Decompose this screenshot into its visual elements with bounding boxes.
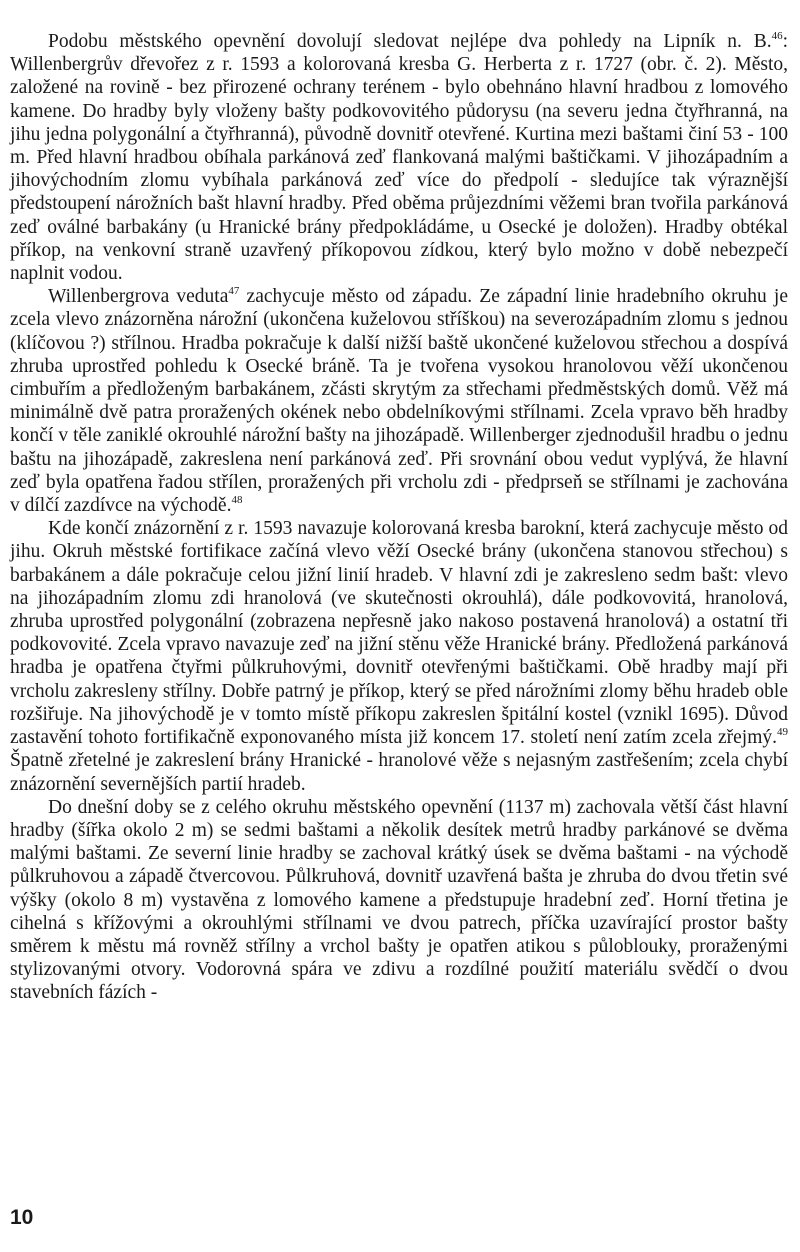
paragraph-1-text-cont: : Willenbergrův dřevořez z r. 1593 a kolorovaná kresba G. Herberta z r. 1727 (obr. č. 2). Město, založené na rovině - bez přirozené ochrany terénem - bylo obehnáno hlavní hradbou z lomového kamene. Do hradby byly vloženy bašty podkovovitého půdorysu (na severu jedna čtyřhranná, na jihu jedna polygonální a čtyřhranná), původně dovnitř otevřené. Kurtina mezi baštami činí 53 - 100 m. Před hlavní hradbou obíhala parkánová zeď flankovaná malými baštičkami. V jihozápadním a jihovýchodním zlomu vybíhala parkánová zeď více do předpolí - sledujíce tak výraznější předstoupení nárožních bašt hlavní hradby. Před oběma průjezdními věžemi bran tvořila parkánová zeď oválné barbakány (u Hranické brány předpokládáme, u Osecké je doložen). Hradby obtékal příkop, na venkovní straně uzavřený příkopovou zídkou, který bylo možno v době nebezpečí naplnit vodou. xyxy=(10,31,788,285)
paragraph-3 xyxy=(10,517,788,795)
paragraph-1-text: Podobu městského opevnění dovolují sledovat nejlépe dva pohledy na Lipník n. B. xyxy=(48,31,772,52)
paragraph-1 xyxy=(10,30,788,285)
paragraph-2-text: Willenbergrova veduta xyxy=(48,286,229,308)
paragraph-4 xyxy=(10,796,788,1005)
paragraph-4-text: Do dnešní doby se z celého okruhu městského opevnění (1137 m) zachovala větší část hlavní hradby (šířka okolo 2 m) se sedmi baštami a několik desítek metrů hradby parkánové se dvěma malými baštami. Ze severní linie hradby se zachoval krátký úsek se dvěma baštami - na východě půlkruhovou a západě čtvercovou. Půlkruhová, dovnitř uzavřená bašta je zhruba do dvou třetin své výšky (okolo 8 m) vystavěna z lomového kamene a předstupuje hradební zeď. Horní třetina je cihelná s křížovými a okrouhlými střílnami ve dvou patrech, příčka uzavírající prostor bašty směrem k městu má rovněž střílny a vrchol bašty je opatřen atikou s půloblouky, proraženými stylizovanými otvory. Vodorovná spára ve zdivu a rozdílné použití materiálu svědčí o dvou stavebních fázích - xyxy=(10,796,788,1004)
paragraph-3-text: Kde končí znázornění z r. 1593 navazuje kolorovaná kresba barokní, která zachycuje město od jihu. Okruh městské fortifikace začíná vlevo věží Osecké brány (ukončena stanovou střechou) s barbakánem a dále pokračuje celou jižní linií hradeb. V hlavní zdi je zakresleno sedm bašt: vlevo na jihozápadním zlomu zdi hranolová (ve skutečnosti okrouhlá), dále podkovovitá, hranolová, zhruba uprostřed polygonální (zobrazena nepřesně jako nakoso postavená hranolová) a ostatní tři podkovovité. Zcela vpravo navazuje zeď na jižní stěnu věže Hranické brány. Předložená parkánová hradba je opatřena čtyřmi půlkruhovými, dovnitř otevřenými baštičkami. Obě hradby mají při vrcholu zakresleny střílny. Dobře patrný je příkop, který se před nárožními zlomy běhu hradeb oble rozšiřuje. Na jihovýchodě je v tomto místě příkopu zakreslen špitální kostel (vznikl 1695). Důvod zastavění tohoto fortifikačně exponovaného místa již koncem 17. století není zatím zcela zřejmý. xyxy=(10,518,788,749)
paragraph-2-text-cont: zachycuje město od západu. Ze západní linie hradebního okruhu je zcela vlevo znázorněna nárožní (ukončena kuželovou stříškou) na severozápadním zlomu s jednou (klíčovou ?) střílnou. Hradba pokračuje k další nižší baště ukončené kuželovou střechou a dospívá zhruba uprostřed pohledu k Osecké bráně. Ta je tvořena vysokou hranolovou věží ukončenou cimbuřím a předloženým barbakánem, zčásti skrytým za střechami předměstských domů. Věž má minimálně dvě patra proražených okének nebo obdelníkovými střílnami. Zcela vpravo běh hradby končí v těle zaniklé okrouhlé nárožní bašty na jihozápadě. Willenberger zjednodušil hradbu o jednu baštu na jihozápadě, zakreslena není parkánová zeď. Při srovnání obou vedut vyplývá, že hlavní zeď byla opatřena řadou střílen, proražených při vrcholu zdi - předprseň se střílnami je zachována v dílčí zazdívce na východě. xyxy=(10,286,788,517)
paragraph-3-text-cont: Špatně zřetelné je zakreslení brány Hranické - hranolové věže s nejasným zastřešením; zcela chybí znázornění severnějších partií hradeb. xyxy=(10,750,788,795)
footnote-ref-47: 47 xyxy=(228,285,240,298)
footnote-ref-46: 46 xyxy=(771,30,783,42)
footnote-ref-48: 48 xyxy=(231,494,243,507)
footnote-ref-49: 49 xyxy=(777,726,788,739)
paragraph-2 xyxy=(10,285,788,517)
page-number: 10 xyxy=(10,1206,34,1229)
